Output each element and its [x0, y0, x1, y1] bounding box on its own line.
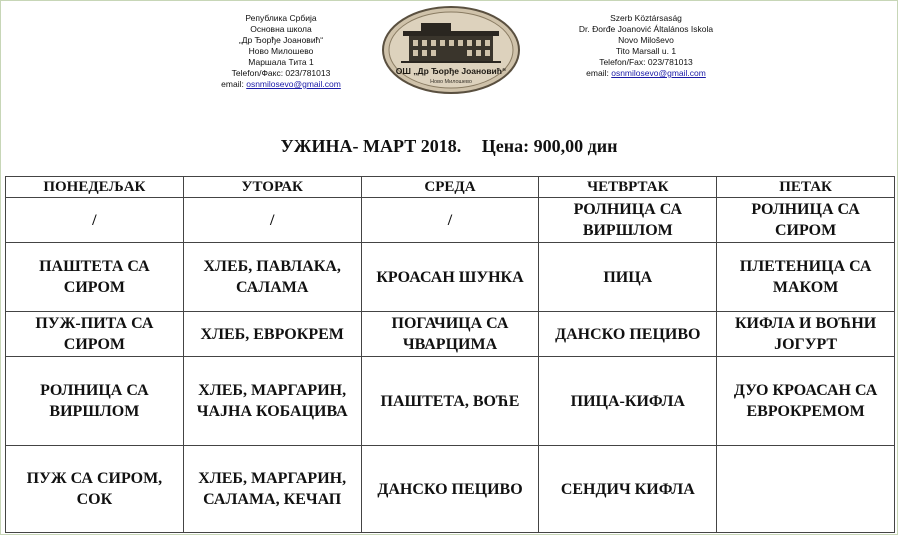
table-row — [6, 312, 895, 357]
address-line: „Др Ђорђе Јоановић“ — [238, 35, 324, 45]
table-cell: ПАШТЕТА, ВОЋЕ — [361, 357, 539, 446]
email-link[interactable]: osnmilosevo@gmail.com — [611, 68, 706, 78]
address-line: Основна школа — [250, 24, 312, 34]
table-row — [6, 198, 895, 243]
table-cell: РОЛНИЦА СА ВИРШЛОМ — [6, 357, 184, 446]
address-line: Ново Милошево — [248, 46, 314, 56]
table-cell: ХЛЕБ, ПАВЛАКА, САЛАМА — [183, 243, 361, 312]
column-header-thursday: ЧЕТВРТАК — [539, 177, 717, 198]
table-cell: / — [183, 198, 361, 243]
table-row — [6, 243, 895, 312]
table-cell: / — [6, 198, 184, 243]
address-line: Novo Miloševo — [618, 35, 674, 45]
table-cell — [717, 446, 895, 533]
address-line: Dr. Đorđe Joanović Általános Iskola — [578, 24, 714, 34]
address-line: Telefon/Факс: 023/781013 — [231, 68, 331, 78]
title-main: УЖИНА- МАРТ 2018. — [280, 136, 462, 156]
table-cell: ХЛЕБ, МАРГАРИН, ЧАЈНА КОБАЦИВА — [183, 357, 361, 446]
table-cell: ПИЦА — [539, 243, 717, 312]
table-cell: ДУО КРОАСАН СА ЕВРОКРЕМОМ — [717, 357, 895, 446]
logo-text: ОШ „Др Ђорђе Јоановић“ — [395, 66, 507, 76]
email-label: email: — [221, 79, 247, 89]
email-line — [561, 68, 731, 79]
address-line: Tito Marsall u. 1 — [615, 46, 677, 56]
address-line: Маршала Тита 1 — [248, 57, 314, 67]
table-cell: ПАШТЕТА СА СИРОМ — [6, 243, 184, 312]
table-cell: ПЛЕТЕНИЦА СА МАКОМ — [717, 243, 895, 312]
address-line: Szerb Köztársaság — [610, 13, 682, 23]
table-cell: КИФЛА И ВОЋНИ ЈОГУРТ — [717, 312, 895, 357]
column-header-wednesday: СРЕДА — [361, 177, 539, 198]
left-address-block — [201, 13, 361, 90]
letterhead — [1, 1, 897, 111]
right-address-block — [561, 13, 731, 79]
table-cell: ДАНСКО ПЕЦИВО — [361, 446, 539, 533]
snack-menu-table — [5, 176, 895, 533]
table-cell: ХЛЕБ, ЕВРОКРЕМ — [183, 312, 361, 357]
column-header-friday: ПЕТАК — [717, 177, 895, 198]
email-label: email: — [586, 68, 612, 78]
email-link[interactable]: osnmilosevo@gmail.com — [246, 79, 341, 89]
table-header-row — [6, 177, 895, 198]
table-row — [6, 357, 895, 446]
table-cell: КРОАСАН ШУНКА — [361, 243, 539, 312]
table-cell: ДАНСКО ПЕЦИВО — [539, 312, 717, 357]
email-line — [201, 79, 361, 90]
table-cell: РОЛНИЦА СА ВИРШЛОМ — [539, 198, 717, 243]
title-price: Цена: 900,00 дин — [481, 136, 618, 156]
table-cell: ПУЖ-ПИТА СА СИРОМ — [6, 312, 184, 357]
school-logo — [381, 5, 521, 95]
table-cell: ХЛЕБ, МАРГАРИН, САЛАМА, КЕЧАП — [183, 446, 361, 533]
table-cell: ПОГАЧИЦА СА ЧВАРЦИМА — [361, 312, 539, 357]
table-cell: СЕНДИЧ КИФЛА — [539, 446, 717, 533]
table-cell: ПУЖ СА СИРОМ, СОК — [6, 446, 184, 533]
table-cell: / — [361, 198, 539, 243]
table-cell: РОЛНИЦА СА СИРОМ — [717, 198, 895, 243]
column-header-monday: ПОНЕДЕЉАК — [6, 177, 184, 198]
address-line: Telefon/Fax: 023/781013 — [599, 57, 693, 67]
logo-subtext: Ново Милошево — [430, 79, 472, 85]
column-header-tuesday: УТОРАК — [183, 177, 361, 198]
table-row — [6, 446, 895, 533]
document-title — [1, 136, 897, 157]
table-cell: ПИЦА-КИФЛА — [539, 357, 717, 446]
address-line: Република Србија — [245, 13, 317, 23]
